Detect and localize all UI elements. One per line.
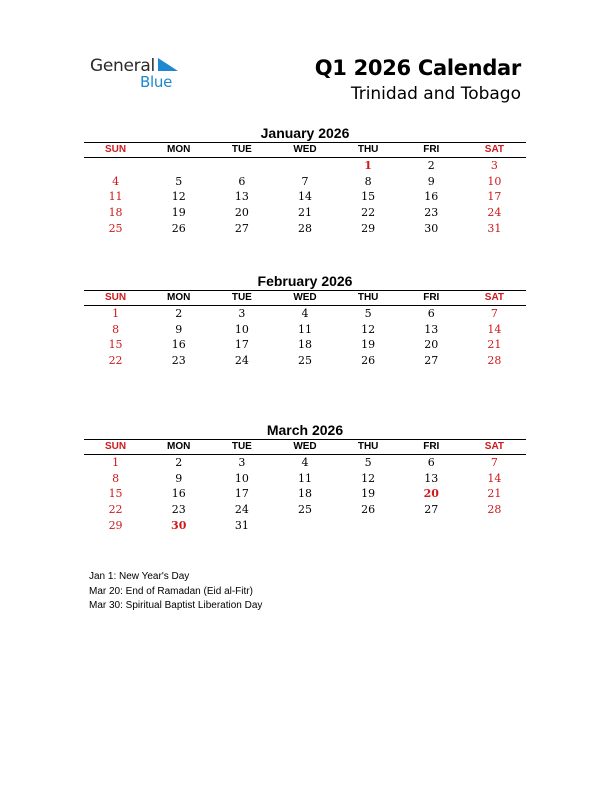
day-cell: 14 bbox=[487, 471, 502, 485]
day-cell: 26 bbox=[171, 221, 186, 235]
day-cell: 21 bbox=[487, 338, 502, 352]
day-cell: 9 bbox=[175, 322, 183, 336]
day-cell: 13 bbox=[424, 471, 439, 485]
day-cell: 3 bbox=[238, 307, 246, 320]
weekday-wed: WED bbox=[293, 144, 317, 155]
day-cell: 24 bbox=[234, 354, 249, 368]
weekday-sat: SAT bbox=[484, 144, 505, 155]
day-cell: 22 bbox=[361, 206, 376, 220]
empty-day-cell bbox=[463, 518, 526, 534]
day-cell: 17 bbox=[234, 487, 249, 501]
day-cell: 11 bbox=[297, 322, 312, 336]
generalblue-logo bbox=[90, 56, 190, 96]
day-cell: 8 bbox=[364, 174, 372, 188]
day-cell: 25 bbox=[297, 354, 312, 368]
day-cell: 12 bbox=[171, 190, 186, 204]
weekday-header bbox=[84, 143, 526, 157]
day-grid bbox=[84, 306, 526, 369]
day-cell: 25 bbox=[297, 503, 312, 517]
day-cell: 2 bbox=[427, 159, 435, 172]
day-grid bbox=[84, 455, 526, 533]
day-cell: 7 bbox=[490, 456, 498, 469]
day-cell: 19 bbox=[361, 487, 376, 501]
day-cell: 8 bbox=[112, 471, 120, 485]
day-cell: 24 bbox=[234, 503, 249, 517]
day-cell: 4 bbox=[301, 456, 309, 469]
day-cell: 6 bbox=[238, 174, 246, 188]
weekday-wed: WED bbox=[293, 441, 317, 452]
day-cell: 15 bbox=[108, 487, 123, 501]
day-cell: 23 bbox=[424, 206, 439, 220]
weekday-sat: SAT bbox=[484, 292, 505, 303]
holiday-day-cell: 30 bbox=[171, 518, 187, 532]
weekday-tue: TUE bbox=[231, 144, 252, 155]
day-cell: 23 bbox=[171, 354, 186, 368]
holiday-notes bbox=[89, 570, 262, 614]
day-cell: 17 bbox=[234, 338, 249, 352]
day-cell: 13 bbox=[424, 322, 439, 336]
weekday-thu: THU bbox=[357, 441, 379, 452]
day-cell: 1 bbox=[112, 456, 120, 469]
day-cell: 2 bbox=[175, 456, 183, 469]
day-cell: 16 bbox=[171, 338, 186, 352]
day-cell: 23 bbox=[171, 503, 186, 517]
day-cell: 10 bbox=[234, 471, 249, 485]
day-cell: 6 bbox=[427, 456, 435, 469]
logo-word-blue: Blue bbox=[140, 73, 172, 91]
day-cell: 26 bbox=[361, 354, 376, 368]
empty-day-cell bbox=[147, 158, 210, 174]
weekday-header bbox=[84, 291, 526, 305]
weekday-fri: FRI bbox=[423, 144, 440, 155]
day-cell: 16 bbox=[171, 487, 186, 501]
day-cell: 4 bbox=[301, 307, 309, 320]
day-cell: 28 bbox=[487, 503, 502, 517]
day-grid bbox=[84, 158, 526, 236]
day-cell: 27 bbox=[424, 354, 439, 368]
day-cell: 10 bbox=[487, 174, 502, 188]
empty-day-cell bbox=[84, 158, 147, 174]
day-cell: 5 bbox=[364, 456, 372, 469]
empty-day-cell bbox=[400, 518, 463, 534]
weekday-fri: FRI bbox=[423, 292, 440, 303]
holiday-note: Mar 30: Spiritual Baptist Liberation Day bbox=[89, 600, 263, 611]
day-cell: 29 bbox=[108, 518, 123, 532]
month-february bbox=[84, 272, 526, 369]
empty-day-cell bbox=[337, 518, 400, 534]
day-cell: 28 bbox=[297, 221, 312, 235]
weekday-mon: MON bbox=[167, 144, 191, 155]
day-cell: 16 bbox=[424, 190, 439, 204]
day-cell: 14 bbox=[487, 322, 502, 336]
month-title: January 2026 bbox=[260, 125, 350, 141]
logo-word-general: General bbox=[90, 56, 155, 76]
day-cell: 31 bbox=[234, 518, 249, 532]
flag-icon bbox=[158, 58, 178, 74]
weekday-sun: SUN bbox=[105, 441, 127, 452]
day-cell: 22 bbox=[108, 354, 123, 368]
holiday-day-cell: 20 bbox=[423, 487, 439, 501]
day-cell: 15 bbox=[361, 190, 376, 204]
day-cell: 25 bbox=[108, 221, 123, 235]
day-cell: 15 bbox=[108, 338, 123, 352]
day-cell: 3 bbox=[238, 456, 246, 469]
month-title: March 2026 bbox=[266, 422, 344, 438]
day-cell: 4 bbox=[112, 174, 120, 188]
day-cell: 30 bbox=[424, 221, 439, 235]
weekday-sat: SAT bbox=[484, 441, 505, 452]
day-cell: 8 bbox=[112, 322, 120, 336]
day-cell: 31 bbox=[487, 221, 502, 235]
page-subtitle: Trinidad and Tobago bbox=[350, 84, 521, 104]
day-cell: 5 bbox=[175, 174, 183, 188]
day-cell: 14 bbox=[297, 190, 312, 204]
day-cell: 1 bbox=[112, 307, 120, 320]
day-cell: 11 bbox=[108, 190, 123, 204]
holiday-note: Jan 1: New Year's Day bbox=[89, 571, 190, 582]
day-cell: 6 bbox=[427, 307, 435, 320]
weekday-tue: TUE bbox=[231, 292, 252, 303]
day-cell: 18 bbox=[297, 338, 312, 352]
empty-day-cell bbox=[273, 158, 336, 174]
weekday-sun: SUN bbox=[105, 292, 127, 303]
weekday-sun: SUN bbox=[105, 144, 127, 155]
weekday-fri: FRI bbox=[423, 441, 440, 452]
day-cell: 9 bbox=[427, 174, 435, 188]
day-cell: 20 bbox=[234, 206, 249, 220]
day-cell: 19 bbox=[171, 206, 186, 220]
day-cell: 3 bbox=[490, 159, 498, 172]
empty-day-cell bbox=[273, 518, 336, 534]
weekday-mon: MON bbox=[167, 292, 191, 303]
month-january bbox=[84, 124, 526, 236]
page-title: Q1 2026 Calendar bbox=[314, 56, 521, 80]
day-cell: 18 bbox=[297, 487, 312, 501]
day-cell: 2 bbox=[175, 307, 183, 320]
day-cell: 27 bbox=[424, 503, 439, 517]
day-cell: 28 bbox=[487, 354, 502, 368]
day-cell: 22 bbox=[108, 503, 123, 517]
day-cell: 12 bbox=[361, 322, 376, 336]
day-cell: 17 bbox=[487, 190, 502, 204]
day-cell: 10 bbox=[234, 322, 249, 336]
day-cell: 7 bbox=[301, 174, 309, 188]
day-cell: 18 bbox=[108, 206, 123, 220]
day-cell: 13 bbox=[234, 190, 249, 204]
day-cell: 11 bbox=[297, 471, 312, 485]
weekday-thu: THU bbox=[357, 144, 379, 155]
day-cell: 19 bbox=[361, 338, 376, 352]
month-march bbox=[84, 421, 526, 533]
day-cell: 7 bbox=[490, 307, 498, 320]
weekday-header bbox=[84, 440, 526, 454]
weekday-mon: MON bbox=[167, 441, 191, 452]
weekday-tue: TUE bbox=[231, 441, 252, 452]
day-cell: 24 bbox=[487, 206, 502, 220]
holiday-note: Mar 20: End of Ramadan (Eid al-Fitr) bbox=[89, 585, 253, 597]
day-cell: 20 bbox=[424, 338, 439, 352]
day-cell: 26 bbox=[361, 503, 376, 517]
day-cell: 29 bbox=[361, 221, 376, 235]
day-cell: 5 bbox=[364, 307, 372, 320]
month-title: February 2026 bbox=[257, 273, 353, 289]
day-cell: 21 bbox=[487, 487, 502, 501]
day-cell: 9 bbox=[175, 471, 183, 485]
holiday-day-cell: 1 bbox=[364, 159, 372, 172]
day-cell: 21 bbox=[297, 206, 312, 220]
day-cell: 27 bbox=[234, 221, 249, 235]
day-cell: 12 bbox=[361, 471, 376, 485]
weekday-thu: THU bbox=[357, 292, 379, 303]
weekday-wed: WED bbox=[293, 292, 317, 303]
empty-day-cell bbox=[210, 158, 273, 174]
